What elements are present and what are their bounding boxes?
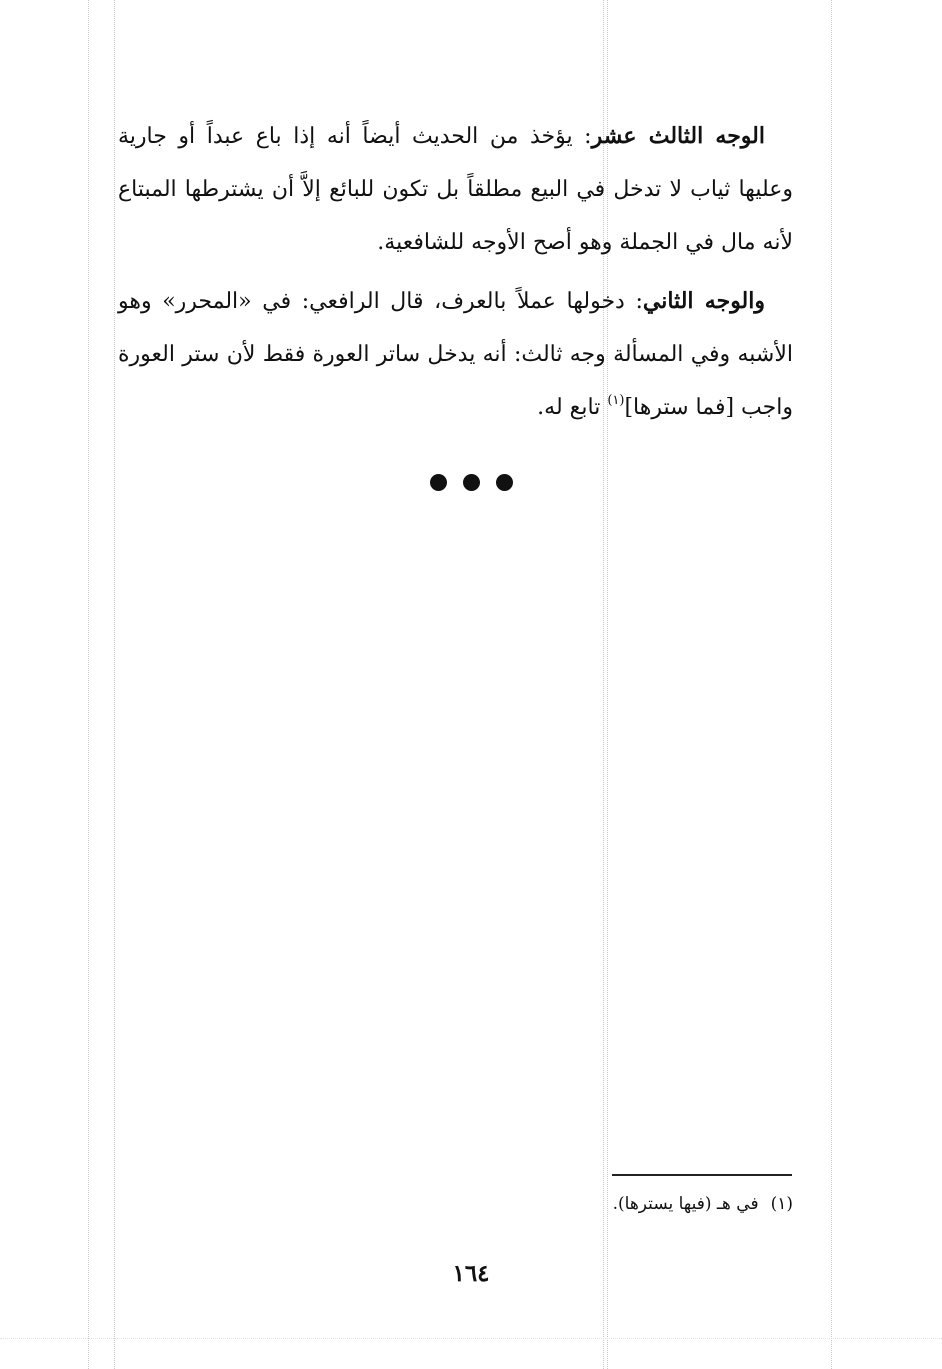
footnote-marker: (١): [770, 1194, 793, 1214]
paragraph: [118, 110, 793, 269]
paragraph: [118, 275, 793, 434]
scan-guide-line: [114, 0, 115, 1369]
paragraph-text-tail: تابع له.: [537, 395, 608, 420]
scan-guide-line: [0, 1338, 942, 1339]
footnote-text: في هـ (فيها يسترها).: [612, 1194, 759, 1214]
footnote: [118, 1190, 793, 1218]
section-separator: [0, 474, 942, 491]
footnote-reference[interactable]: (١): [607, 393, 625, 408]
page-number: ١٦٤: [452, 1260, 490, 1287]
footnote-rule: [612, 1174, 792, 1176]
scan-guide-line: [88, 0, 89, 1369]
separator-dot: [463, 474, 480, 491]
scan-guide-line: [831, 0, 832, 1369]
paragraph-lead: والوجه الثاني: [642, 288, 765, 314]
separator-dot: [496, 474, 513, 491]
page-body: [118, 110, 793, 440]
paragraph-lead: الوجه الثالث عشر: [591, 123, 765, 149]
paragraph-text: : دخولها عملاً بالعرف، قال الرافعي: في «المحرر» وهو الأشبه وفي المسألة وجه ثالث: أنه يدخل ساتر العورة فقط لأن ستر العورة واجب [فما سترها]: [118, 289, 793, 420]
separator-dot: [430, 474, 447, 491]
paragraph-text: : يؤخذ من الحديث أيضاً أنه إذا باع عبداً أو جارية وعليها ثياب لا تدخل في البيع مطلقاً بل تكون للبائع إلاَّ أن يشترطها المبتاع لأنه مال في الجملة وهو أصح الأوجه للشافعية.: [118, 124, 793, 255]
